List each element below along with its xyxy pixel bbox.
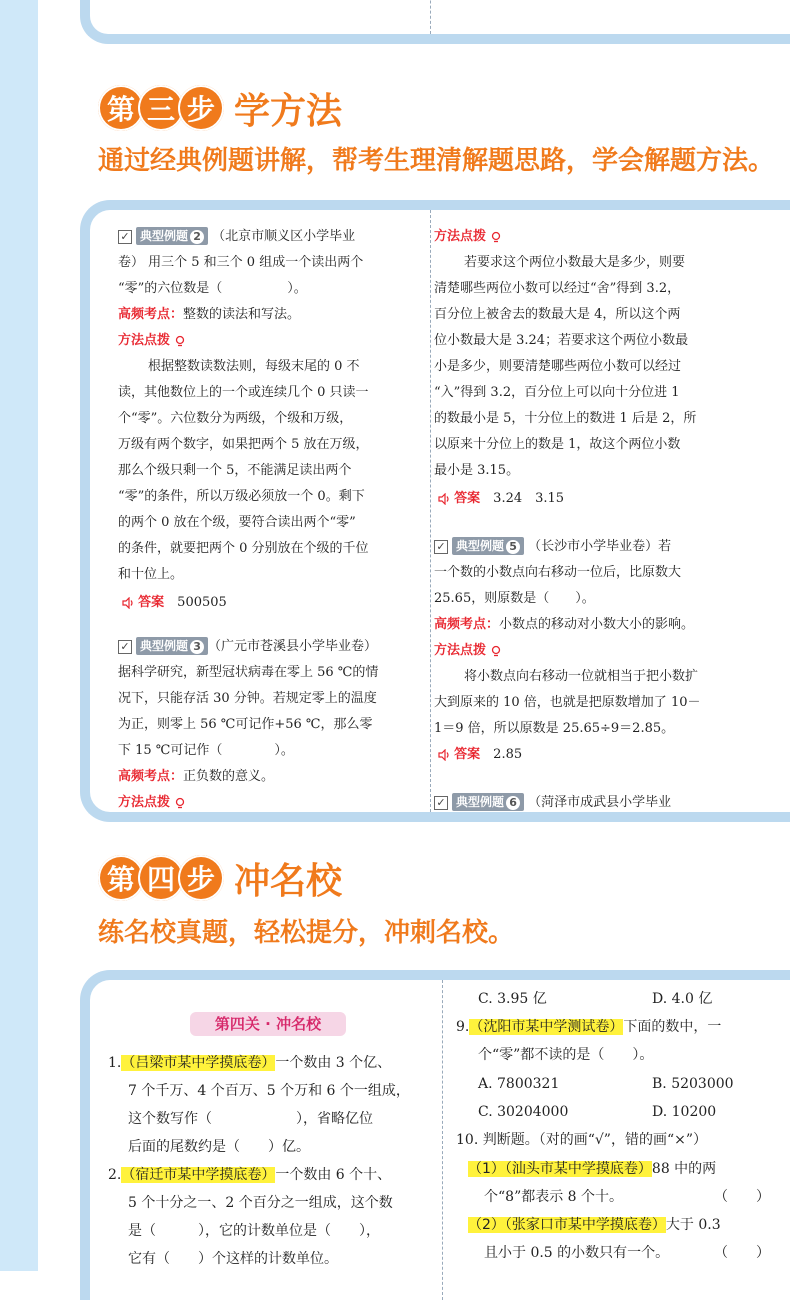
answer-paren: （ ）	[714, 1245, 770, 1261]
question-line: 是（ ），它的计数单位是（ ），	[128, 1223, 380, 1239]
method-line: 百分位上被舍去的数最大是 4，所以这个两	[434, 307, 681, 322]
column-divider	[430, 210, 431, 812]
column-divider	[430, 0, 431, 34]
column-divider	[442, 980, 443, 1300]
answer-line: 答案 2.85	[434, 742, 522, 768]
method-line: 和十位上。	[118, 567, 184, 582]
key-point: 高频考点：整数的读法和写法。	[118, 307, 301, 322]
method-line: 大到原来的 10 倍，也就是把原数增加了 10－	[434, 695, 701, 710]
lightbulb-icon	[490, 645, 502, 657]
left-margin-strip	[0, 0, 38, 1271]
lightbulb-icon	[174, 335, 186, 347]
step4-subtitle: 练名校真题，轻松提分，冲刺名校。	[98, 918, 515, 948]
answer-line: 答案 3.24 3.15	[434, 486, 564, 512]
option-d: D. 10200	[652, 1104, 717, 1120]
answer-line: 答案 500505	[118, 590, 227, 616]
key-point: 高频考点：正负数的意义。	[118, 769, 275, 784]
source-highlight: （宿迁市某中学摸底卷）	[121, 1167, 276, 1183]
question-line: 这个数写作（ ），省略亿位	[128, 1111, 373, 1127]
question-line: 它有（ ）个这样的计数单位。	[128, 1251, 338, 1267]
method-line: “零”的条件，所以万级必须放一个 0。剩下	[118, 489, 365, 504]
question-line: 7 个千万、4 个百万、5 个万和 6 个一组成，	[128, 1083, 410, 1099]
example-source: （菏泽市成武县小学毕业	[528, 795, 672, 810]
method-line: 清楚哪些两位小数可以经过“舍”得到 3.2，	[434, 281, 681, 296]
step3-subtitle: 通过经典例题讲解，帮考生理清解题思路，学会解题方法。	[98, 146, 775, 176]
method-line: 最小是 3.15。	[434, 463, 520, 478]
source-highlight: （沈阳市某中学测试卷）	[469, 1019, 624, 1035]
method-line: 位小数最大是 3.24；若要求这个两位小数最	[434, 333, 689, 348]
question-1: 1.（吕梁市某中学摸底卷）一个数由 3 个亿、	[108, 1055, 392, 1071]
step4-heading	[98, 852, 342, 904]
step3-title: 学方法	[234, 90, 343, 132]
step-char-circle: 步	[178, 85, 224, 131]
typical-example-badge: 典型例题 2	[136, 227, 208, 245]
source-highlight: （1）（汕头市某中学摸底卷）	[468, 1161, 652, 1177]
speaker-icon	[438, 493, 450, 505]
example-source: （长沙市小学毕业卷）若	[528, 539, 672, 554]
question-line: 况下，只能存活 30 分钟。若规定零上的温度	[118, 691, 377, 706]
checkbox-icon: ✓	[118, 230, 132, 244]
previous-table-panel	[80, 0, 790, 44]
lightbulb-icon	[174, 797, 186, 809]
method-line: 以原来十分位上的数是 1，故这个两位小数	[434, 437, 681, 452]
speaker-icon	[438, 749, 450, 761]
question-line: 为正，则零上 56 ℃可记作+56 ℃，那么零	[118, 717, 373, 732]
lightbulb-icon	[490, 231, 502, 243]
example-2-header	[118, 224, 355, 250]
method-tip-heading: 方法点拨	[118, 790, 186, 816]
method-line: 万级有两个数字，如果把两个 5 放在万级，	[118, 437, 369, 452]
example-3-header	[118, 634, 377, 660]
step-char-circle: 三	[138, 85, 184, 131]
method-tip-heading: 方法点拨	[434, 638, 502, 664]
question-line: 后面的尾数约是（ ）亿。	[128, 1139, 310, 1155]
question-line: 个“8”都表示 8 个十。	[484, 1189, 624, 1205]
method-line: 读，其他数位上的一个或连续几个 0 只读一	[118, 385, 369, 400]
method-line: 的条件，就要把两个 0 分别放在个级的千位	[118, 541, 369, 556]
step-char-circle: 四	[138, 855, 184, 901]
method-line: 的数最小是 5，十分位上的数进 1 后是 2，所	[434, 411, 697, 426]
checkbox-icon: ✓	[434, 540, 448, 554]
question-line: “零”的六位数是（ ）。	[118, 281, 307, 296]
key-point: 高频考点：小数点的移动对小数大小的影响。	[434, 617, 695, 632]
example-source: （广元市苍溪县小学毕业卷）	[208, 639, 378, 654]
question-line: 卷） 用三个 5 和三个 0 组成一个读出两个	[118, 255, 364, 270]
speaker-icon	[122, 597, 134, 609]
step-char-circle: 第	[98, 855, 144, 901]
method-line: 个“零”。六位数分为两级，个级和万级，	[118, 411, 353, 426]
source-highlight: （2）（张家口市某中学摸底卷）	[468, 1217, 666, 1233]
method-line: “入”得到 3.2，百分位上可以向十分位进 1	[434, 385, 680, 400]
method-line: 的两个 0 放在个级，要符合读出两个“零”	[118, 515, 356, 530]
question-line: 下 15 ℃可记作（ ）。	[118, 743, 294, 758]
examples-panel	[80, 200, 790, 822]
method-line: 将小数点向右移动一位就相当于把小数扩	[464, 669, 699, 684]
question-10-2: （2）（张家口市某中学摸底卷）大于 0.3	[468, 1217, 721, 1233]
question-10-1: （1）（汕头市某中学摸底卷）88 中的两	[468, 1161, 717, 1177]
question-line: 一个数的小数点向右移动一位后，比原数大	[434, 565, 682, 580]
question-line: 个“零”都不读的是（ ）。	[478, 1047, 654, 1063]
question-line: 且小于 0.5 的小数只有一个。	[484, 1245, 670, 1261]
section-pill: 第四关 · 冲名校	[190, 1012, 346, 1036]
typical-example-badge: 典型例题 3	[136, 637, 208, 655]
checkbox-icon: ✓	[434, 796, 448, 810]
question-9: 9.（沈阳市某中学测试卷）下面的数中，一	[456, 1019, 722, 1035]
question-line: 25.65，则原数是（ ）。	[434, 591, 595, 606]
example-5-header	[434, 534, 671, 560]
question-2: 2.（宿迁市某中学摸底卷）一个数由 6 个十、	[108, 1167, 392, 1183]
option-d: D. 4.0 亿	[652, 991, 713, 1007]
option-b: B. 5203000	[652, 1076, 734, 1092]
source-highlight: （吕梁市某中学摸底卷）	[121, 1055, 276, 1071]
method-tip-heading: 方法点拨	[118, 328, 186, 354]
question-line: 据科学研究，新型冠状病毒在零上 56 ℃的情	[118, 665, 379, 680]
option-a: A. 7800321	[478, 1076, 560, 1092]
step-char-circle: 步	[178, 855, 224, 901]
option-c: C. 3.95 亿	[478, 991, 547, 1007]
method-line: 根据整数读数法则，每级末尾的 0 不	[148, 359, 360, 374]
typical-example-badge: 典型例题 5	[452, 537, 524, 555]
step4-title: 冲名校	[234, 860, 343, 902]
question-10: 10. 判断题。（对的画“√”，错的画“×”）	[456, 1132, 707, 1148]
option-c: C. 30204000	[478, 1104, 569, 1120]
step3-heading	[98, 82, 342, 134]
answer-paren: （ ）	[714, 1189, 770, 1205]
typical-example-badge: 典型例题 6	[452, 793, 524, 811]
method-line: 1＝9 倍，所以原数是 25.65÷9＝2.85。	[434, 721, 675, 736]
example-source: （北京市顺义区小学毕业	[212, 229, 356, 244]
step-char-circle: 第	[98, 85, 144, 131]
method-tip-heading: 方法点拨	[434, 224, 502, 250]
question-line: 5 个十分之一、2 个百分之一组成，这个数	[128, 1195, 393, 1211]
example-6-header	[434, 790, 671, 816]
method-line: 那么个级只剩一个 5，不能满足读出两个	[118, 463, 352, 478]
checkbox-icon: ✓	[118, 640, 132, 654]
method-line: 小是多少，则要清楚哪些两位小数可以经过	[434, 359, 682, 374]
method-line: 若要求这个两位小数最大是多少，则要	[464, 255, 686, 270]
